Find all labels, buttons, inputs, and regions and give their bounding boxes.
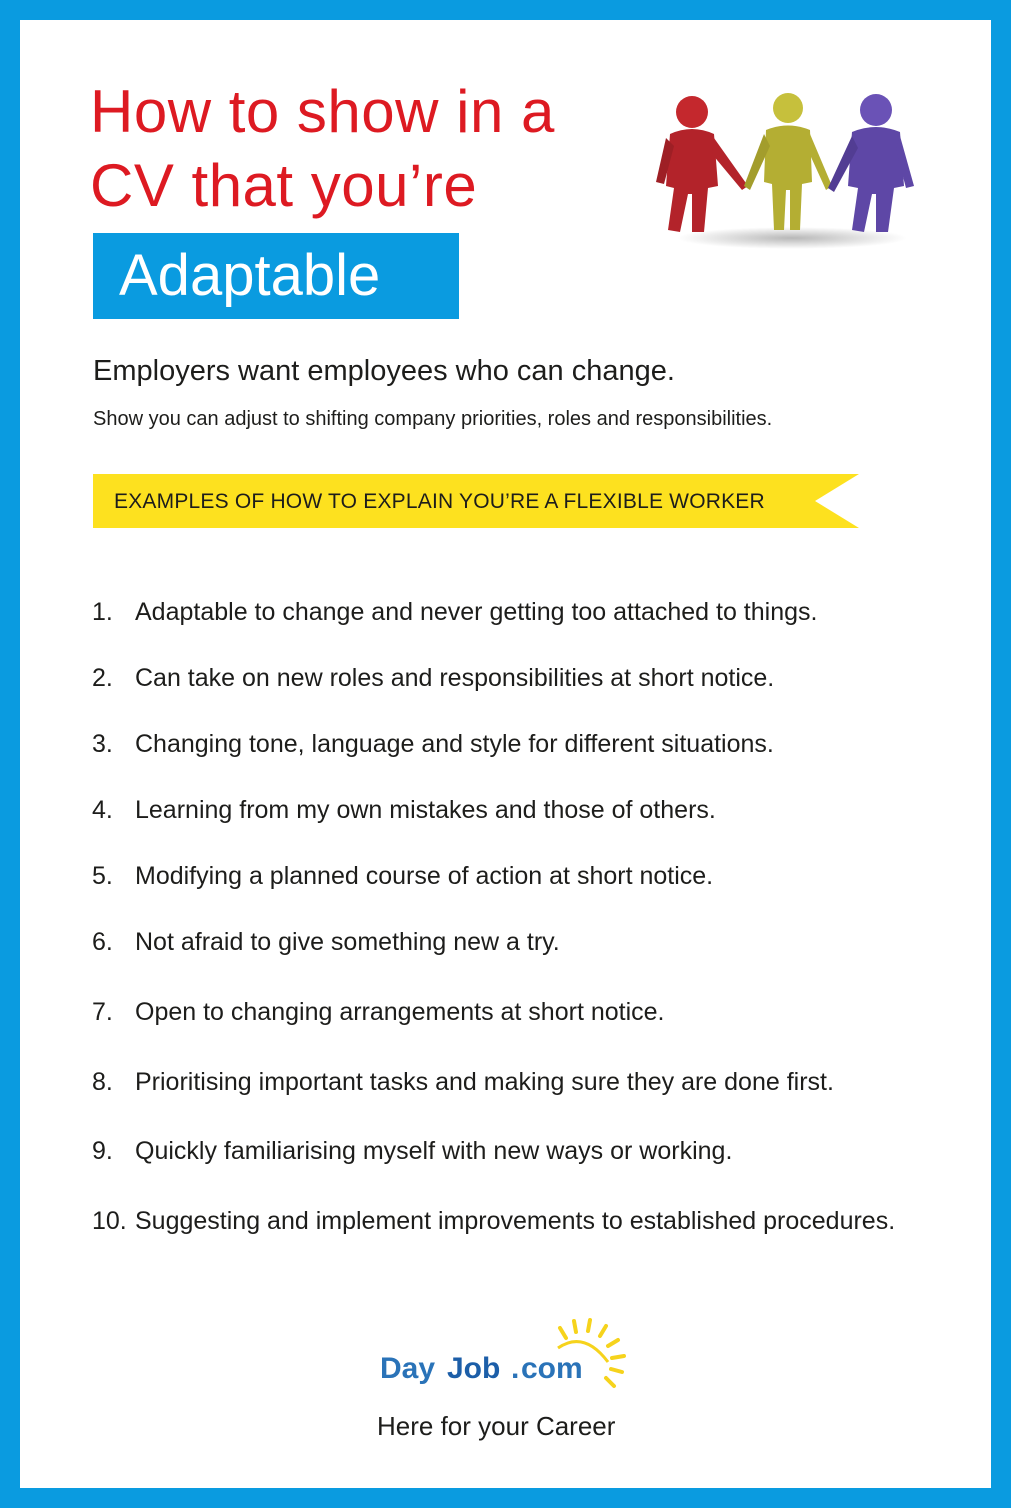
examples-banner-text: EXAMPLES OF HOW TO EXPLAIN YOU’RE A FLEXIBLE WORKER: [114, 490, 765, 513]
list-item-number: 5.: [92, 862, 113, 890]
list-item-text: Prioritising important tasks and making sure they are done first.: [135, 1068, 834, 1096]
title-line-2: CV that you’re: [90, 152, 478, 219]
list-item: [92, 1137, 732, 1166]
logo-day: Day: [380, 1352, 436, 1385]
list-item: [92, 928, 560, 957]
logo-job: Job: [447, 1352, 501, 1385]
list-item-text: Modifying a planned course of action at short notice.: [135, 862, 714, 890]
list-item-number: 8.: [92, 1068, 113, 1096]
list-item: [92, 862, 713, 891]
list-item-number: 1.: [92, 598, 113, 626]
list-item-number: 2.: [92, 664, 113, 692]
list-item-text: Not afraid to give something new a try.: [135, 928, 560, 956]
title-line-1: How to show in a: [90, 78, 555, 145]
list-item-text: Open to changing arrangements at short notice.: [135, 998, 665, 1026]
list-item: [92, 598, 817, 627]
list-item-text: Can take on new roles and responsibilities at short notice.: [135, 664, 775, 692]
tagline: Here for your Career: [377, 1411, 616, 1441]
list-item-number: 10.: [92, 1207, 127, 1235]
list-item: [92, 1207, 895, 1236]
list-item: [92, 1068, 834, 1097]
adaptable-label: Adaptable: [119, 243, 381, 308]
list-item: [92, 998, 665, 1027]
list-item-text: Adaptable to change and never getting too attached to things.: [135, 598, 818, 626]
intro-lead: Employers want employees who can change.: [93, 355, 675, 387]
list-item-text: Changing tone, language and style for different situations.: [135, 730, 774, 758]
logo-com: com: [521, 1352, 583, 1385]
list-item: [92, 730, 774, 759]
list-item-number: 9.: [92, 1137, 113, 1165]
list-item-number: 3.: [92, 730, 113, 758]
logo-dot: .: [511, 1352, 520, 1385]
intro-subtext: Show you can adjust to shifting company priorities, roles and responsibilities.: [93, 408, 773, 430]
list-item-number: 7.: [92, 998, 113, 1026]
list-item-number: 6.: [92, 928, 113, 956]
list-item-text: Quickly familiarising myself with new ways or working.: [135, 1137, 733, 1165]
list-item-number: 4.: [92, 796, 113, 824]
list-item-text: Suggesting and implement improvements to established procedures.: [135, 1207, 896, 1235]
list-item: [92, 796, 716, 825]
dayjob-logo: [380, 1318, 640, 1398]
list-item: [92, 664, 774, 693]
list-item-text: Learning from my own mistakes and those of others.: [135, 796, 716, 824]
